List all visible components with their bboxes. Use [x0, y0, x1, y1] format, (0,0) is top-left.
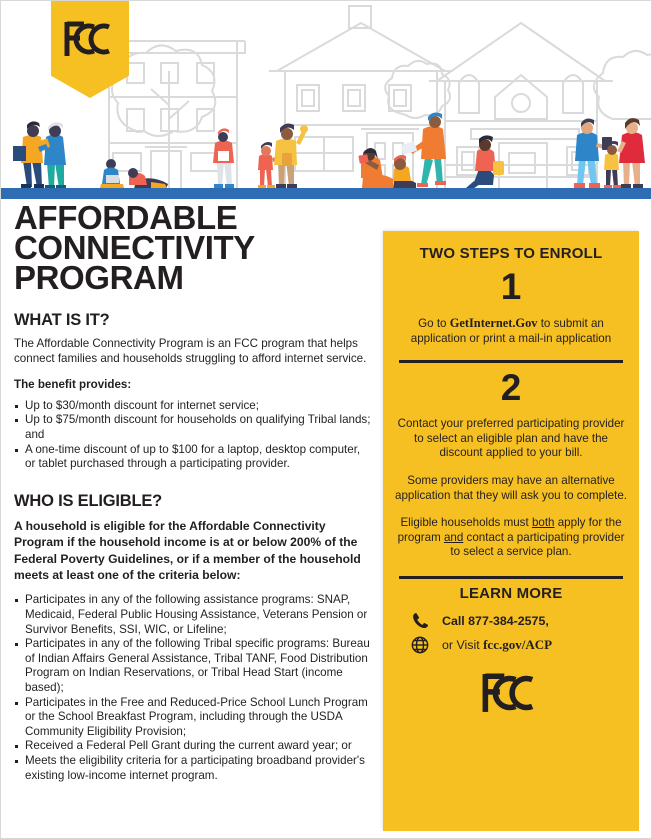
p3-part1: Eligible households must: [400, 516, 532, 530]
learn-more-heading: LEARN MORE: [459, 584, 563, 602]
list-item: Participates in any of the following Tribal specific programs: Bureau of Indian Affairs General Assistance, Tribal TANF, Food Distribution Program on Indian Reservations, or Tribal Head Start (income based);: [14, 637, 372, 695]
visit-prefix: or Visit: [442, 637, 484, 652]
getinternet-link[interactable]: GetInternet.Gov: [449, 316, 538, 330]
list-item: Up to $75/month discount for households on qualifying Tribal lands; and: [14, 413, 372, 442]
hero-banner: [1, 1, 651, 199]
eligibility-criteria-list: [14, 593, 372, 783]
step-2-number: 2: [500, 367, 522, 409]
fcc-footer-logo: [395, 670, 627, 716]
website-contact-row[interactable]: [409, 635, 627, 655]
step-1-prefix: Go to: [418, 317, 450, 330]
emphasis-both: both: [531, 516, 555, 530]
list-item: Participates in any of the following assistance programs: SNAP, Medicaid, Federal Public Housing Assistance, Veterans Pension or Survivor Benefits, SSI, WIC, or Lifeline;: [14, 593, 372, 637]
panel-heading: TWO STEPS TO ENROLL: [419, 245, 603, 262]
list-item: Participates in the Free and Reduced-Price School Lunch Program or the School Breakfast Program, including through the USDA Community Eligibility Provision;: [14, 696, 372, 740]
p3-part2: apply for the program: [397, 516, 622, 544]
street-bar: [1, 188, 651, 199]
title-line-3: PROGRAM: [14, 259, 184, 296]
website-url[interactable]: [442, 637, 552, 653]
list-item: Received a Federal Pell Grant during the current award year; or: [14, 739, 372, 754]
benefit-list: [14, 399, 372, 472]
title-line-1: AFFORDABLE: [14, 199, 238, 236]
phone-number[interactable]: Call 877-384-2575,: [442, 613, 549, 628]
divider-1: [399, 360, 623, 363]
step-1-text: [395, 316, 627, 346]
divider-2: [399, 576, 623, 579]
eligibility-heading: WHO IS ELIGIBLE?: [14, 491, 163, 510]
p3-part3: contact a participating provider to select a service plan.: [450, 530, 625, 559]
phone-icon: [409, 611, 431, 631]
page-title: [14, 199, 372, 296]
what-is-it-body: The Affordable Connectivity Program is an FCC program that helps connect families and households struggling to afford internet service.: [14, 337, 367, 365]
step-2-paragraph-3: [395, 516, 627, 560]
step-1-number: 1: [500, 266, 522, 307]
list-item: Meets the eligibility criteria for a participating broadband provider's existing low-income internet program.: [14, 754, 372, 783]
benefit-lead: The benefit provides:: [14, 378, 132, 392]
enroll-panel: [383, 231, 639, 831]
step-1-suffix: to submit an application or print a mail-in application: [410, 317, 612, 345]
acp-url[interactable]: fcc.gov/ACP: [483, 636, 553, 652]
list-item: A one-time discount of up to $100 for a laptop, desktop computer, or tablet purchased through a participating provider.: [14, 443, 372, 472]
list-item: Up to $30/month discount for internet service;: [14, 399, 372, 414]
what-is-it-heading: WHAT IS IT?: [14, 311, 110, 329]
globe-icon: [409, 635, 431, 655]
emphasis-and: and: [443, 530, 464, 544]
eligibility-lead: A household is eligible for the Affordable Connectivity Program if the household income is at or below 200% of the Federal Poverty Guidelines, or if a member of the household meets at least one of the criteria below:: [14, 518, 361, 582]
step-2-paragraph-2: Some providers may have an alternative application that they will ask you to complete.: [395, 473, 627, 502]
title-line-2: CONNECTIVITY: [14, 229, 255, 266]
phone-contact-row[interactable]: [409, 611, 627, 631]
main-content: [14, 199, 372, 787]
step-2-paragraph-1: Contact your preferred participating provider to select an eligible plan and have the discount applied to your bill.: [397, 417, 625, 460]
